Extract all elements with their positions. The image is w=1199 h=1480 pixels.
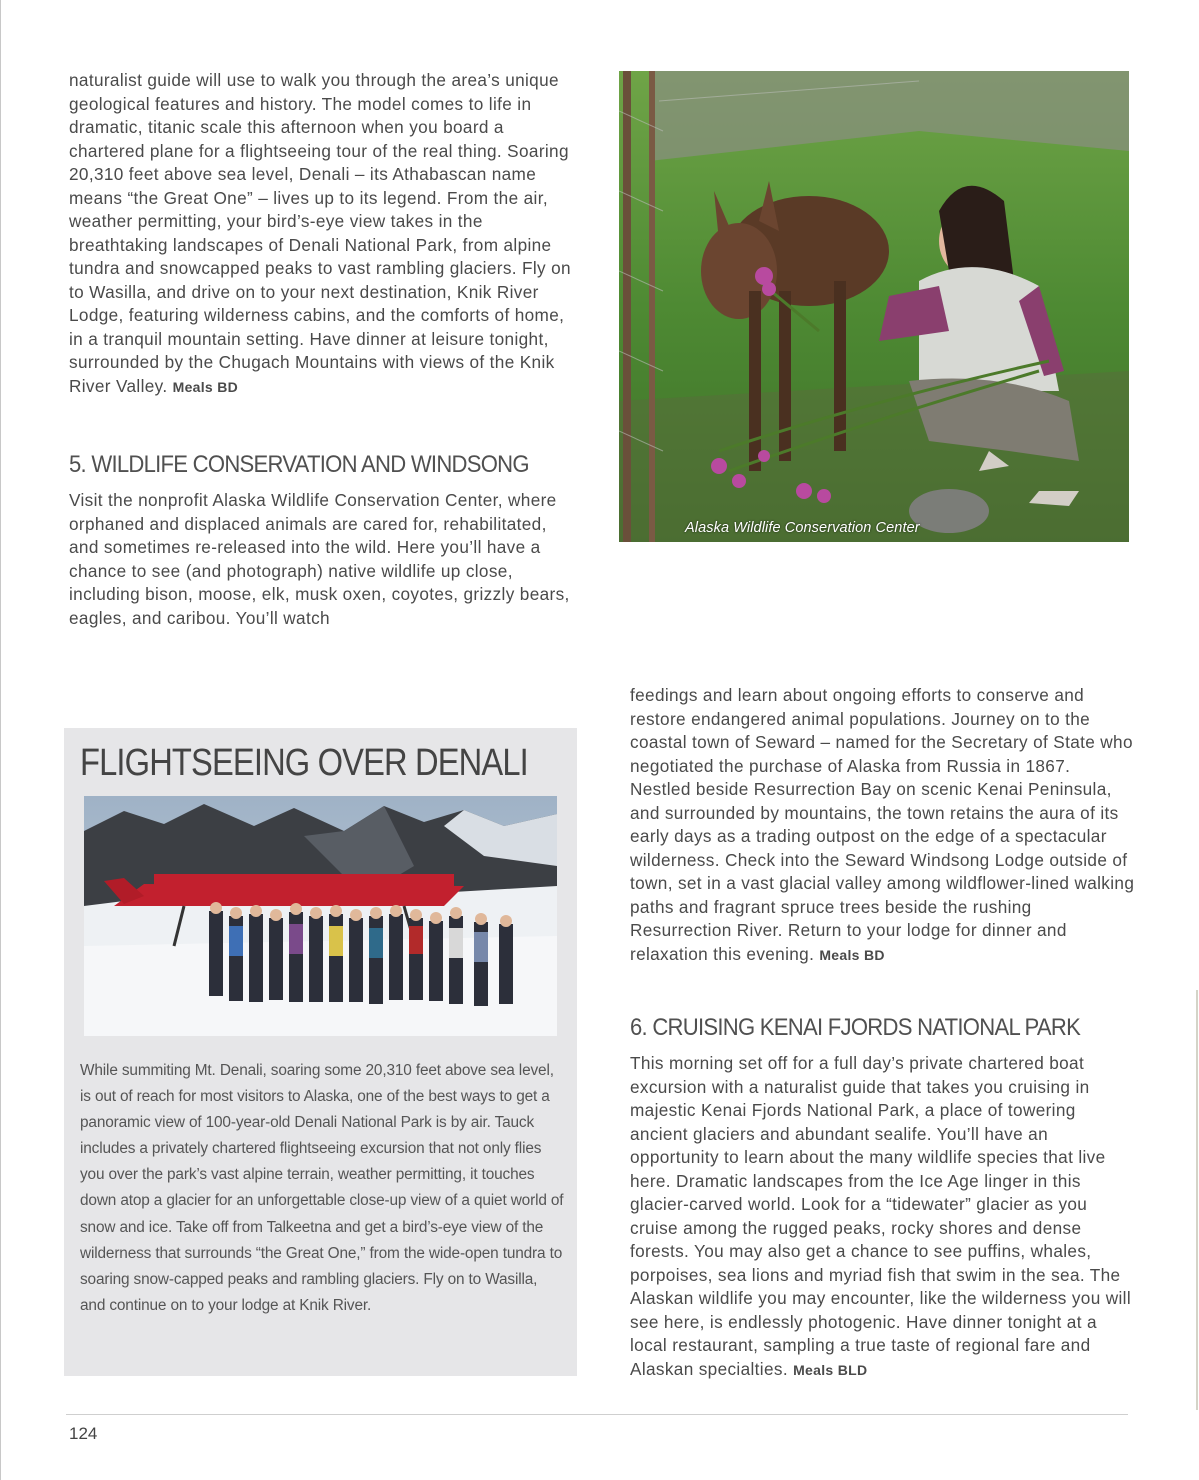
sidebar-paragraph: While summiting Mt. Denali, soaring some 20,310 feet above sea level, is out of reach for most visitors to Alaska, one of the best ways to get a panoramic view of 100-year-old Denali National Park is by air. Tauck includes a privately chartered flightseeing excursion that not only flies you over the park’s vast alpine terrain, weather permitting, it touches down atop a glacier for an unforgettable close-up view of a quiet world of snow and ice. Take off from Talkeetna and get a bird’s-eye view of the wilderness that surrounds “the Great One,” from the wide-open tundra to soaring snow-capped peaks and rambling glaciers. Fly on to Wasilla, and continue on to your lodge at Knik River. xyxy=(80,1062,564,1314)
photo-glacier-landing xyxy=(84,796,557,1036)
day5-continued-paragraph xyxy=(630,684,1135,967)
day6-meals: Meals BLD xyxy=(793,1361,868,1378)
glacier-photo-illustration xyxy=(84,796,557,1036)
intro-paragraph xyxy=(69,69,579,399)
day5-heading: 5. WILDLIFE CONSERVATION AND WINDSONG xyxy=(69,451,529,478)
moose-photo-illustration xyxy=(619,71,1129,542)
sidebar-flightseeing xyxy=(64,728,577,1376)
left-column xyxy=(69,69,579,630)
day6-heading: 6. CRUISING KENAI FJORDS NATIONAL PARK xyxy=(630,1014,1081,1041)
day5-paragraph: Visit the nonprofit Alaska Wildlife Conservation Center, where orphaned and displaced animals are cared for, rehabilitated, and sometimes re-released into the wild. Here you’ll have a chance to see (and photograph) native wildlife up close, including bison, moose, elk, musk oxen, coyotes, grizzly bears, eagles, and caribou. You’ll watch xyxy=(69,490,570,628)
day5-continued-text: feedings and learn about ongoing efforts to conserve and restore endangered animal populations. Journey on to the coastal town of Seward – named for the Secretary of State who negotiated the purchase of Alaska from Russia in 1867. Nestled beside Resurrection Bay on scenic Kenai Peninsula, and surrounded by mountains, the town retains the aura of its early days as a trading outpost on the edge of a spectacular wilderness. Check into the Seward Windsong Lodge outside of town, set in a vast glacial valley among wildflower-lined walking paths and fragrant spruce trees beside the rushing Resurrection River. Return to your lodge for dinner and relaxation this evening. xyxy=(630,685,1135,964)
photo-moose-feeding xyxy=(619,71,1129,542)
day6-text: This morning set off for a full day’s private chartered boat excursion with a naturalist guide that takes you cruising in majestic Kenai Fjords National Park, a place of towering ancient glaciers and abundant sealife. You’ll have an opportunity to learn about the many wildlife species that live here. Dramatic landscapes from the Ice Age linger in this glacier-carved world. Look for a “tidewater” glacier as you cruise among the rugged peaks, rocky shores and dense forests. You may also get a chance to see puffins, whales, porpoises, sea lions and myriad fish that swim in the sea. The Alaskan wildlife you may encounter, like the wilderness you will see here, is endlessly photogenic. Have dinner tonight at a local restaurant, sampling a true taste of regional fare and Alaskan specialties. xyxy=(630,1053,1132,1379)
page-edge-mark xyxy=(1196,990,1198,1410)
day6-paragraph xyxy=(630,1052,1135,1382)
intro-meals: Meals BD xyxy=(172,378,239,395)
page-number: 124 xyxy=(69,1424,98,1443)
right-column xyxy=(630,684,1135,1382)
sidebar-title: FLIGHTSEEING OVER DENALI xyxy=(80,742,528,784)
intro-text: naturalist guide will use to walk you through the area’s unique geological features and history. The model comes to life in dramatic, titanic scale this afternoon when you board a chartered plane for a flightseeing tour of the real thing. Soaring 20,310 feet above sea level, Denali – its Athabascan name means “the Great One” – lives up to its legend. From the air, weather permitting, your bird’s-eye view takes in the breathtaking landscapes of Denali National Park, from alpine tundra and snowcapped peaks to vast rambling glaciers. Fly on to Wasilla, and drive on to your next destination, Knik River Lodge, featuring wilderness cabins, and the comforts of home, in a tranquil mountain setting. Have dinner at leisure tonight, surrounded by the Chugach Mountains with views of the Knik River Valley. xyxy=(69,70,571,396)
day5-meals: Meals BD xyxy=(819,946,885,963)
page-edge-line xyxy=(0,0,1,1480)
footer-divider xyxy=(66,1414,1128,1415)
photo-caption: Alaska Wildlife Conservation Center xyxy=(685,520,920,536)
